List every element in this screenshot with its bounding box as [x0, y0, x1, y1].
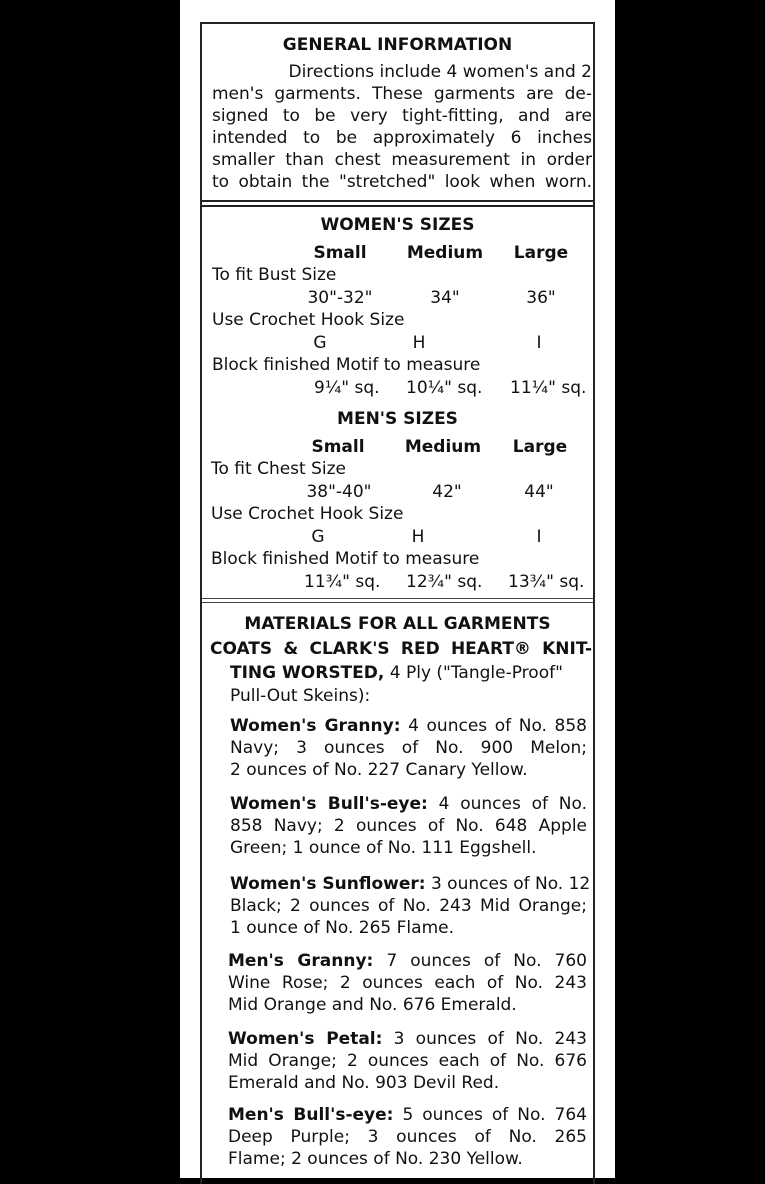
yarn-ply-text: 4 Ply ("Tangle-Proof" — [384, 663, 563, 683]
material-item-text: 4 ounces of No. 858 — [400, 716, 587, 736]
mens-sizes-heading: MEN'S SIZES — [337, 409, 458, 429]
womens-hook-large: I — [536, 333, 542, 353]
divider — [202, 602, 593, 603]
yarn-line-2 — [230, 662, 563, 684]
materials-heading: MATERIALS FOR ALL GARMENTS — [244, 614, 551, 634]
mens-block-label: Block finished Motif to measure — [211, 549, 480, 569]
material-item-text: 3 ounces of No. 243 — [382, 1029, 587, 1049]
womens-hook-medium: H — [412, 333, 426, 353]
womens-hook-label: Use Crochet Hook Size — [212, 310, 405, 330]
mens-block-small: 11¾" sq. — [304, 572, 381, 592]
material-item-label: Women's Bull's-eye: — [230, 794, 428, 814]
material-item-text: Deep Purple; 3 ounces of No. 265 — [228, 1127, 587, 1147]
mens-fit-medium: 42" — [432, 482, 462, 502]
material-item-text: 1 ounce of No. 265 Flame. — [230, 918, 454, 938]
womens-block-medium: 10¼" sq. — [406, 378, 483, 398]
mens-hook-label: Use Crochet Hook Size — [211, 504, 404, 524]
material-item-label: Women's Granny: — [230, 716, 401, 736]
general-line: men's garments. These garments are de- — [212, 84, 592, 104]
mens-block-medium: 12¾" sq. — [406, 572, 483, 592]
womens-block-label: Block finished Motif to measure — [212, 355, 481, 375]
womens-fit-medium: 34" — [430, 288, 460, 308]
material-item-text: 3 ounces of No. 12 — [425, 874, 591, 894]
womens-col-medium: Medium — [406, 243, 484, 263]
material-item-label: Women's Petal: — [228, 1029, 383, 1049]
mens-col-large: Large — [512, 437, 568, 457]
material-item-text: Wine Rose; 2 ounces each of No. 243 — [228, 973, 587, 993]
yarn-line-3: Pull-Out Skeins): — [230, 686, 371, 706]
womens-sizes-heading: WOMEN'S SIZES — [320, 215, 475, 235]
material-item — [230, 793, 587, 859]
womens-hook-small: G — [313, 333, 327, 353]
yarn-weight-label: TING WORSTED, — [230, 663, 385, 683]
mens-col-medium: Medium — [404, 437, 482, 457]
general-paragraph — [212, 61, 592, 193]
material-item — [228, 1104, 587, 1170]
womens-col-small: Small — [313, 243, 367, 263]
mens-fit-large: 44" — [524, 482, 554, 502]
material-item-text: 858 Navy; 2 ounces of No. 648 Apple — [230, 816, 587, 836]
material-item-text: Emerald and No. 903 Devil Red. — [228, 1073, 500, 1093]
material-item-text: 5 ounces of No. 764 — [393, 1105, 587, 1125]
material-item-text: 4 ounces of No. — [427, 794, 587, 814]
material-item-text: Black; 2 ounces of No. 243 Mid Orange; — [230, 896, 587, 916]
mens-hook-small: G — [311, 527, 325, 547]
divider — [202, 205, 593, 207]
material-item-text: Mid Orange; 2 ounces each of No. 676 — [228, 1051, 587, 1071]
mens-fit-small: 38"-40" — [306, 482, 372, 502]
divider — [202, 200, 593, 202]
material-item — [230, 873, 591, 939]
general-line: intended to be approximately 6 inches — [212, 128, 592, 148]
mens-fit-label: To fit Chest Size — [211, 459, 347, 479]
document-page — [180, 0, 615, 1178]
material-item-text: Green; 1 ounce of No. 111 Eggshell. — [230, 838, 537, 858]
general-line: smaller than chest measurement in order — [212, 150, 592, 170]
material-item-text: 2 ounces of No. 227 Canary Yellow. — [230, 760, 528, 780]
material-item-text: Mid Orange and No. 676 Emerald. — [228, 995, 517, 1015]
mens-block-large: 13¾" sq. — [508, 572, 585, 592]
material-item — [228, 1028, 587, 1094]
mens-hook-large: I — [536, 527, 542, 547]
yarn-brand-line: COATS & CLARK'S RED HEART® KNIT- — [210, 639, 592, 659]
material-item-label: Men's Bull's-eye: — [228, 1105, 394, 1125]
general-line: Directions include 4 women's and 2 — [288, 62, 592, 82]
material-item-text: 7 ounces of No. 760 — [373, 951, 587, 971]
divider — [202, 598, 593, 599]
material-item-text: Flame; 2 ounces of No. 230 Yellow. — [228, 1149, 523, 1169]
womens-fit-small: 30"-32" — [307, 288, 373, 308]
general-heading: GENERAL INFORMATION — [282, 35, 513, 55]
general-line: signed to be very tight-fitting, and are — [212, 106, 592, 126]
womens-col-large: Large — [513, 243, 569, 263]
material-item — [228, 950, 587, 1016]
mens-col-small: Small — [311, 437, 365, 457]
general-line: to obtain the "stretched" look when worn. — [212, 172, 592, 192]
material-item — [230, 715, 587, 781]
womens-block-small: 9¼" sq. — [314, 378, 380, 398]
womens-block-large: 11¼" sq. — [510, 378, 587, 398]
material-item-text: Navy; 3 ounces of No. 900 Melon; — [230, 738, 587, 758]
material-item-label: Women's Sunflower: — [230, 874, 426, 894]
mens-hook-medium: H — [411, 527, 425, 547]
womens-fit-label: To fit Bust Size — [212, 265, 337, 285]
womens-fit-large: 36" — [526, 288, 556, 308]
material-item-label: Men's Granny: — [228, 951, 374, 971]
